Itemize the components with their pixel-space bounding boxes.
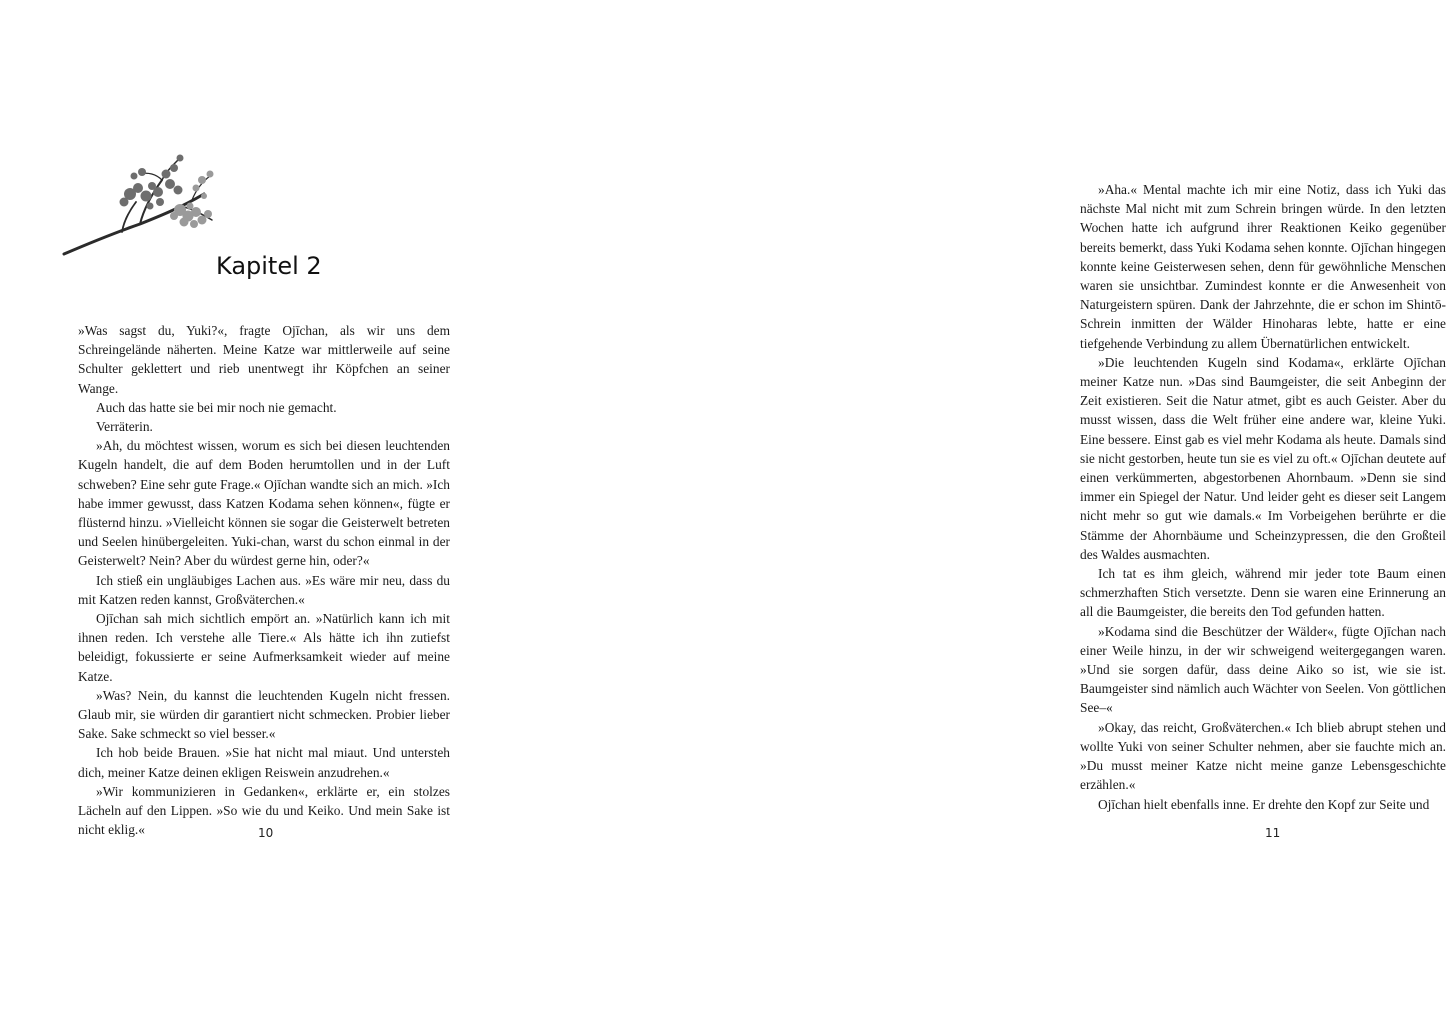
paragraph: »Kodama sind die Beschützer der Wälder«, fügte Ojīchan nach einer Weile hinzu, in der wir schweigend weitergegangen waren. »Und sie sorgen dafür, dass deine Aiko so ist, wie sie ist. Baumgeister sind nämlich auch Wächter von Seelen. Von göttlichen See–«: [1080, 623, 1446, 716]
paragraph: »Was sagst du, Yuki?«, fragte Ojīchan, als wir uns dem Schreingelände näherten. Meine Katze war mittlerweile auf seine Schulter geklettert und rieb unentwegt ihr Köpfchen an seiner Wange.: [78, 323, 450, 396]
paragraph: »Ah, du möchtest wissen, worum es sich bei diesen leuchtenden Kugeln handelt, die auf dem Boden herumtollen und in der Luft schweben? Eine sehr gute Frage.« Ojīchan wandte sich an mich. »Ich habe immer gewusst, dass Katzen Kodama sehen können«, fügte er flüsternd hinzu. »Vielleicht können sie sogar die Geisterwelt betreten und Seelen hinübergeleiten. Yuki-chan, warst du schon einmal in der Geisterwelt? Nein? Aber du würdest gerne hin, oder?«: [78, 438, 450, 569]
paragraph: Ich hob beide Brauen. »Sie hat nicht mal miaut. Und untersteh dich, meiner Katze deinen ekligen Reiswein anzudrehen.«: [78, 745, 450, 780]
chapter-title: Kapitel 2: [216, 252, 322, 280]
paragraph: Ich stieß ein ungläubiges Lachen aus. »Es wäre mir neu, dass du mit Katzen reden kannst, Großväterchen.«: [78, 572, 450, 607]
left-page: [0, 0, 512, 1024]
paragraph: Ojīchan hielt ebenfalls inne. Er drehte den Kopf zur Seite und: [1098, 796, 1430, 812]
paragraph: »Aha.« Mental machte ich mir eine Notiz, dass ich Yuki das nächste Mal nicht mit zum Schrein bringen würde. In den letzten Wochen hatte ich aufgrund ihrer Reaktionen Keiko gegenüber bereits bemerkt, dass Yuki Kodama sehen konnte. Ojīchan hingegen konnte keine Geisterwesen sehen, denn für gewöhnliche Menschen waren sie unsichtbar. Zumindest konnte er die Anwesenheit von Naturgeistern spüren. Dank der Jahrzehnte, die er schon im Shintō-Schrein inmitten der Wälder Hinoharas lebte, hatte er eine tiefgehende Verbindung zu allem Übernatürlichen entwickelt.: [1080, 182, 1446, 351]
paragraph: »Die leuchtenden Kugeln sind Kodama«, erklärte Ojīchan meiner Katze nun. »Das sind Baumgeister, die seit Anbeginn der Zeit existieren. Seit die Natur atmet, gibt es auch Geister. Aber du musst wissen, dass die Welt früher eine andere war, kleine Yuki. Eine bessere. Einst gab es viel mehr Kodama als heute. Damals sind sie nicht gestorben, heute tun sie es viel zu oft.« Ojīchan deutete auf einen verkümmerten, abgestorbenen Ahornbaum. »Denn sie sind immer ein Spiegel der Natur. Und leider geht es dieser seit Langem nicht mehr so gut wie damals.« Im Vorbeigehen berührte er die Stämme der Ahornbäume und Scheinzypressen, die den Großteil des Waldes ausmachten.: [1080, 354, 1446, 562]
right-page: [512, 0, 1446, 1024]
paragraph: Verräterin.: [96, 419, 153, 435]
paragraph: »Okay, das reicht, Großväterchen.« Ich blieb abrupt stehen und wollte Yuki von seiner Schulter nehmen, aber sie fauchte mich an. »Du musst meiner Katze nicht meine ganze Lebensgeschichte erzählen.«: [1080, 719, 1446, 793]
page-number: 10: [258, 826, 274, 840]
paragraph: Auch das hatte sie bei mir noch nie gemacht.: [96, 399, 337, 415]
paragraph: Ojīchan sah mich sichtlich empört an. »Natürlich kann ich mit ihnen reden. Ich verstehe alle Tiere.« Als hätte ich ihn zutiefst beleidigt, fokussierte er seine Aufmerksamkeit wieder auf meine Katze.: [78, 611, 450, 684]
paragraph: Ich tat es ihm gleich, während mir jeder tote Baum einen schmerzhaften Stich versetzte. Denn sie waren eine Erinnerung an all die Baumgeister, die bereits den Tod gefunden hatten.: [1080, 566, 1446, 620]
blossom-branch-icon: [62, 150, 222, 265]
paragraph: »Was? Nein, du kannst die leuchtenden Kugeln nicht fressen. Glaub mir, sie würden dir garantiert nicht schmecken. Probier lieber Sake. Sake schmeckt so viel besser.«: [78, 687, 450, 742]
paragraph: »Wir kommunizieren in Gedanken«, erklärte er, ein stolzes Lächeln auf den Lippen. »So wie du und Keiko. Und mein Sake ist nicht eklig.«: [78, 783, 450, 838]
page-number: 11: [1265, 826, 1281, 840]
left-body-text: [78, 321, 450, 839]
right-body-text: [1080, 180, 1446, 814]
